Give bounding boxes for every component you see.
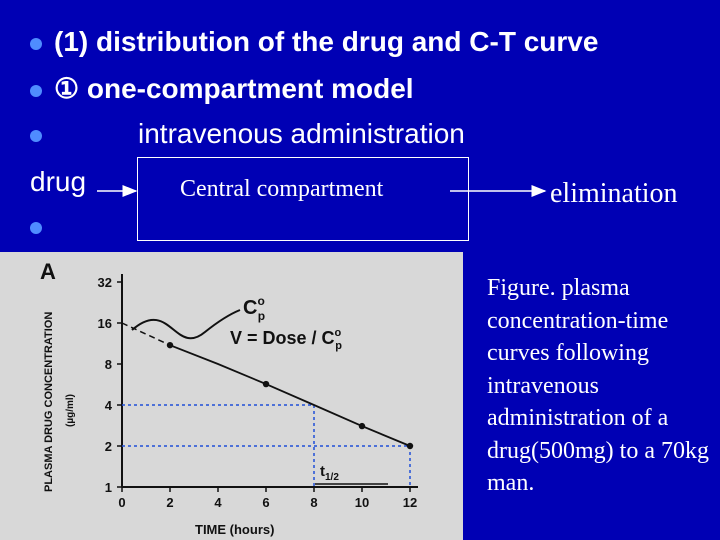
- data-point: [407, 443, 413, 449]
- volume-formula: V = Dose / $C^o$ p: [230, 327, 343, 352]
- figure-panel: [0, 252, 463, 540]
- y-axis-title: PLASMA DRUG CONCENTRATION: [43, 311, 55, 492]
- x-tick-label: 10: [354, 495, 370, 510]
- cp-annotation: $C^o$ p: [243, 294, 266, 323]
- y-tick-label: 2: [104, 439, 112, 454]
- x-tick-label: 2: [166, 495, 174, 510]
- half-life-label: $t_{1/2}$: [320, 463, 339, 483]
- bullet-text-1: (1) distribution of the drug and C-T curve: [54, 26, 599, 57]
- y-tick-label: 8: [104, 357, 112, 372]
- y-tick-label: 16: [97, 316, 112, 331]
- drug-label: drug: [30, 166, 87, 197]
- x-tick-label: 8: [310, 495, 318, 510]
- data-marks: [167, 342, 413, 449]
- x-tick-label: 4: [214, 495, 222, 510]
- data-point: [167, 342, 173, 348]
- data-point: [263, 381, 269, 387]
- bullet-text-3: intravenous administration: [138, 118, 465, 149]
- x-axis-title: TIME (hours): [195, 522, 275, 537]
- y-axis-unit: (µg/ml): [65, 394, 76, 427]
- x-tick-label: 12: [402, 495, 418, 510]
- central-compartment-label: Central compartment: [180, 176, 384, 202]
- y-tick-label: 4: [104, 398, 112, 413]
- x-tick-label: 0: [118, 495, 126, 510]
- concentration-time-plot: [0, 252, 463, 540]
- y-tick-label: 1: [104, 480, 112, 495]
- decay-line: [170, 345, 410, 446]
- panel-label: A: [40, 259, 56, 284]
- bullet-text-2: ① one-compartment model: [54, 73, 414, 104]
- x-tick-label: 6: [262, 495, 270, 510]
- cp-pointer-curve: [132, 310, 240, 338]
- figure-caption: Figure. plasma concentration-time curves following intravenous administration of a drug(500mg) to a 70kg man.: [487, 275, 709, 496]
- flow-arrows: [0, 0, 720, 250]
- data-point: [359, 423, 365, 429]
- y-tick-label: 32: [97, 275, 112, 290]
- elimination-label: elimination: [550, 178, 678, 209]
- extrapolation-line: [122, 323, 170, 345]
